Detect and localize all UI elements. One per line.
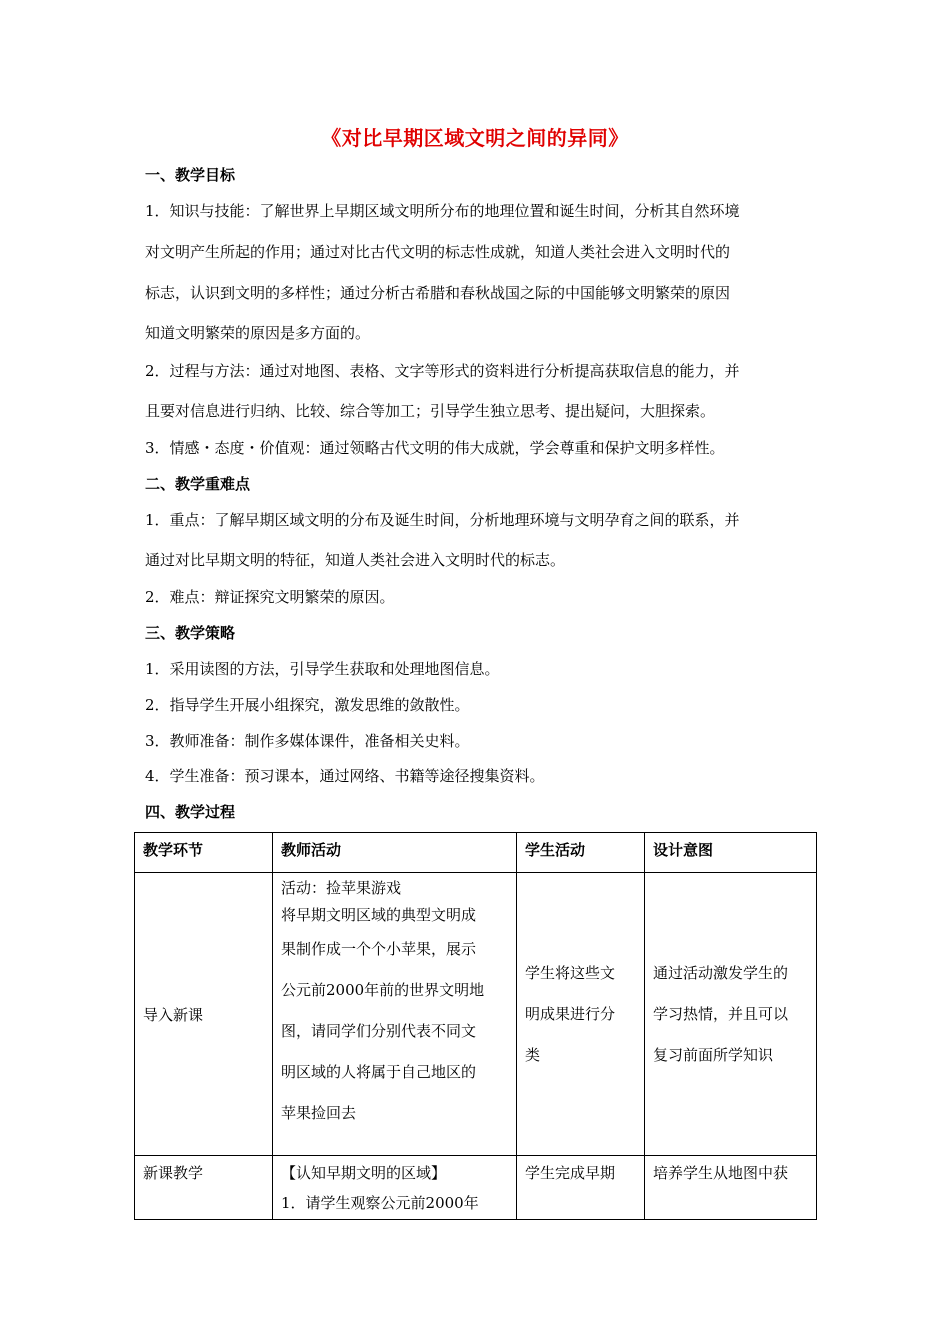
- section-heading-objectives: 一、教学目标: [145, 166, 236, 184]
- cell-line: 类: [525, 1045, 541, 1064]
- cell-line: 活动：捡苹果游戏: [281, 879, 402, 897]
- paragraph-line: 2．过程与方法：通过对地图、表格、文字等形式的资料进行分析提高获取信息的能力，并: [145, 362, 740, 380]
- table-cell-teacher: [273, 1156, 517, 1220]
- table-row: [135, 873, 817, 1156]
- document-title: 《对比早期区域文明之间的异同》: [321, 126, 629, 150]
- cell-line: 学习热情，并且可以: [653, 1004, 789, 1023]
- cell-line: 1．请学生观察公元前2000年: [281, 1194, 479, 1212]
- table-cell-teacher: [273, 873, 517, 1156]
- column-header: 教师活动: [273, 833, 517, 873]
- cell-line: 培养学生从地图中获: [653, 1164, 789, 1182]
- section-heading-process: 四、教学过程: [145, 803, 236, 821]
- column-header: 教学环节: [135, 833, 273, 873]
- table-cell-intent: [645, 1156, 817, 1220]
- cell-line: 果制作成一个个小苹果，展示: [281, 940, 477, 958]
- paragraph-line: 2．难点：辩证探究文明繁荣的原因。: [145, 588, 395, 606]
- table-cell-student: [517, 873, 645, 1156]
- paragraph-line: 对文明产生所起的作用；通过对比古代文明的标志性成就，知道人类社会进入文明时代的: [145, 243, 731, 261]
- cell-line: 图，请同学们分别代表不同文: [281, 1022, 477, 1040]
- cell-line: 学生将这些文: [525, 963, 616, 982]
- cell-line: 将早期文明区域的典型文明成: [281, 906, 477, 924]
- cell-line: 明成果进行分: [525, 1004, 616, 1023]
- cell-line: 新课教学: [143, 1164, 204, 1182]
- paragraph-line: 3．教师准备：制作多媒体课件，准备相关史料。: [145, 732, 470, 750]
- paragraph-line: 3．情感・态度・价值观：通过领略古代文明的伟大成就，学会尊重和保护文明多样性。: [145, 439, 725, 457]
- paragraph-line: 1．知识与技能：了解世界上早期区域文明所分布的地理位置和诞生时间，分析其自然环境: [145, 202, 740, 220]
- cell-line: 【认知早期文明的区域】: [281, 1164, 447, 1182]
- cell-line: 通过活动激发学生的: [653, 963, 789, 982]
- column-header: 学生活动: [517, 833, 645, 873]
- paragraph-line: 4．学生准备：预习课本，通过网络、书籍等途径搜集资料。: [145, 767, 545, 785]
- paragraph-line: 标志，认识到文明的多样性；通过分析古希腊和春秋战国之际的中国能够文明繁荣的原因: [145, 284, 731, 302]
- cell-line: 苹果捡回去: [281, 1104, 357, 1122]
- paragraph-line: 通过对比早期文明的特征，知道人类社会进入文明时代的标志。: [145, 551, 566, 569]
- paragraph-line: 1．重点：了解早期区域文明的分布及诞生时间，分析地理环境与文明孕育之间的联系，并: [145, 511, 740, 529]
- paragraph-line: 1．采用读图的方法，引导学生获取和处理地图信息。: [145, 660, 500, 678]
- table-cell-student: [517, 1156, 645, 1220]
- section-heading-key-points: 二、教学重难点: [145, 475, 251, 493]
- column-header: 设计意图: [645, 833, 817, 873]
- table-cell-stage: [135, 1156, 273, 1220]
- cell-line: 复习前面所学知识: [653, 1045, 774, 1064]
- table-header-row: [135, 833, 817, 873]
- table-row: [135, 1156, 817, 1220]
- cell-line: 公元前2000年前的世界文明地: [281, 981, 485, 999]
- cell-line: 明区域的人将属于自己地区的: [281, 1063, 477, 1081]
- teaching-process-table: [134, 832, 817, 1220]
- table-cell-stage: 导入新课: [135, 873, 273, 1156]
- paragraph-line: 2．指导学生开展小组探究，激发思维的敛散性。: [145, 696, 470, 714]
- table-cell-intent: [645, 873, 817, 1156]
- paragraph-line: 且要对信息进行归纳、比较、综合等加工；引导学生独立思考、提出疑问，大胆探索。: [145, 402, 716, 420]
- cell-line: 学生完成早期: [525, 1164, 616, 1182]
- section-heading-strategy: 三、教学策略: [145, 624, 236, 642]
- paragraph-line: 知道文明繁荣的原因是多方面的。: [145, 324, 371, 342]
